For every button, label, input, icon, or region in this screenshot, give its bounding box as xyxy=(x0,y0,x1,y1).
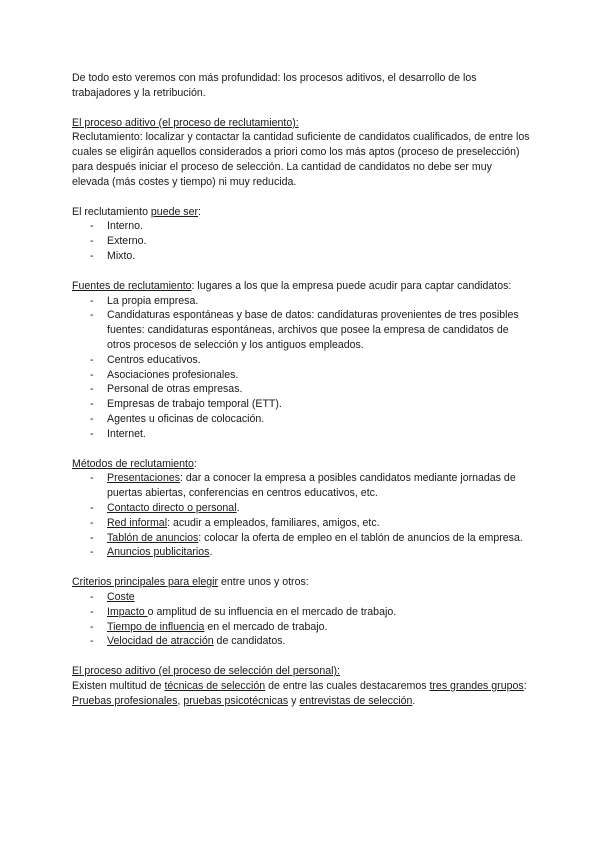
list-item xyxy=(72,501,530,516)
criteria-list xyxy=(72,590,530,649)
text-run: Existen multitud de xyxy=(72,679,165,692)
list-item: - Asociaciones profesionales. xyxy=(72,368,530,383)
types-underlined: puede ser xyxy=(150,205,199,218)
criteria-term: Impacto xyxy=(107,605,148,618)
list-item xyxy=(72,516,530,531)
list-item: - Mixto. xyxy=(72,249,530,264)
method-term: Contacto directo o personal xyxy=(107,501,237,514)
method-desc: : colocar la oferta de empleo en el tablón de anuncios de la empresa. xyxy=(198,531,523,544)
underlined-run: tres grandes grupos xyxy=(429,679,524,692)
section-heading-seleccion: El proceso aditivo (el proceso de selección del personal): xyxy=(72,665,340,678)
list-item: - Empresas de trabajo temporal (ETT). xyxy=(72,397,530,412)
types-suffix: : xyxy=(198,205,201,218)
list-item: - Interno. xyxy=(72,219,530,234)
sources-rest: : lugares a los que la empresa puede acudir para captar candidatos: xyxy=(191,279,512,292)
criteria-term: Velocidad de atracción xyxy=(107,635,214,648)
types-intro xyxy=(72,205,530,220)
methods-list xyxy=(72,471,530,560)
list-item: - Agentes u oficinas de colocación. xyxy=(72,412,530,427)
text-run: de entre las cuales destacaremos xyxy=(265,679,430,692)
list-item xyxy=(72,545,530,560)
criteria-term: Tiempo de influencia xyxy=(107,620,205,633)
underlined-run: entrevistas de selección xyxy=(299,694,413,707)
list-item: - Centros educativos. xyxy=(72,353,530,368)
list-item: - Externo. xyxy=(72,234,530,249)
underlined-run: técnicas de selección xyxy=(164,679,266,692)
criteria-rest: entre unos y otros: xyxy=(218,576,309,589)
reclutamiento-definition: Reclutamiento: localizar y contactar la cantidad suficiente de candidatos cualificados, de entre los cuales se eligirán aquellos considerados a priori como los más aptos (proceso de preselección) para después iniciar el proceso de selección. La cantidad de candidatos no debe ser muy elevada (más costes y tiempo) ni muy reducida. xyxy=(72,131,530,188)
method-desc: . xyxy=(236,501,240,514)
list-item xyxy=(72,471,530,501)
underlined-run: pruebas psicotécnicas xyxy=(183,694,289,707)
method-desc: : acudir a empleados, familiares, amigos, etc. xyxy=(167,516,380,529)
criteria-desc: en el mercado de trabajo. xyxy=(204,620,328,633)
list-item xyxy=(72,620,530,635)
types-prefix: El reclutamiento xyxy=(72,205,151,218)
methods-rest: : xyxy=(193,457,197,470)
list-item xyxy=(72,605,530,620)
method-term: Tablón de anuncios xyxy=(107,531,199,544)
list-item: - Internet. xyxy=(72,427,530,442)
list-item xyxy=(72,634,530,649)
criteria-desc: de candidatos. xyxy=(213,635,286,648)
text-run: y xyxy=(288,694,300,707)
method-desc: . xyxy=(209,546,213,559)
underlined-run: Pruebas profesionales xyxy=(72,694,178,707)
criteria-term: Coste xyxy=(107,590,135,603)
text-run: . xyxy=(412,694,416,707)
seleccion-paragraph xyxy=(72,679,530,709)
list-item: - Personal de otras empresas. xyxy=(72,382,530,397)
list-item xyxy=(72,531,530,546)
criteria-heading: Criterios principales para elegir xyxy=(72,576,219,589)
methods-intro xyxy=(72,457,530,472)
method-term: Anuncios publicitarios xyxy=(107,546,210,559)
text-run: , xyxy=(177,694,184,707)
methods-heading: Métodos de reclutamiento xyxy=(72,457,194,470)
method-term: Red informal xyxy=(107,516,168,529)
text-run: : xyxy=(523,679,527,692)
sources-list xyxy=(72,294,530,442)
list-item xyxy=(72,590,530,605)
sources-intro xyxy=(72,279,530,294)
types-list xyxy=(72,219,530,263)
list-item: - La propia empresa. xyxy=(72,294,530,309)
method-desc: : dar a conocer la empresa a posibles candidatos mediante jornadas de puertas abiertas, conferencias en centros educativos, etc. xyxy=(107,472,516,500)
method-term: Presentaciones xyxy=(107,472,181,485)
criteria-intro xyxy=(72,575,530,590)
sources-heading: Fuentes de reclutamiento xyxy=(72,279,192,292)
list-item: - Candidaturas espontáneas y base de datos: candidaturas provenientes de tres posibles fuentes: candidaturas espontáneas, archivos que posee la empresa de candidatos de otros procesos de selección y los antiguos empleados. xyxy=(72,308,530,352)
criteria-desc: o amplitud de su influencia en el mercado de trabajo. xyxy=(147,605,397,618)
section-heading-reclutamiento: El proceso aditivo (el proceso de reclutamiento): xyxy=(72,116,299,129)
intro-paragraph: De todo esto veremos con más profundidad: los procesos aditivos, el desarrollo de los trabajadores y la retribución. xyxy=(72,72,477,99)
